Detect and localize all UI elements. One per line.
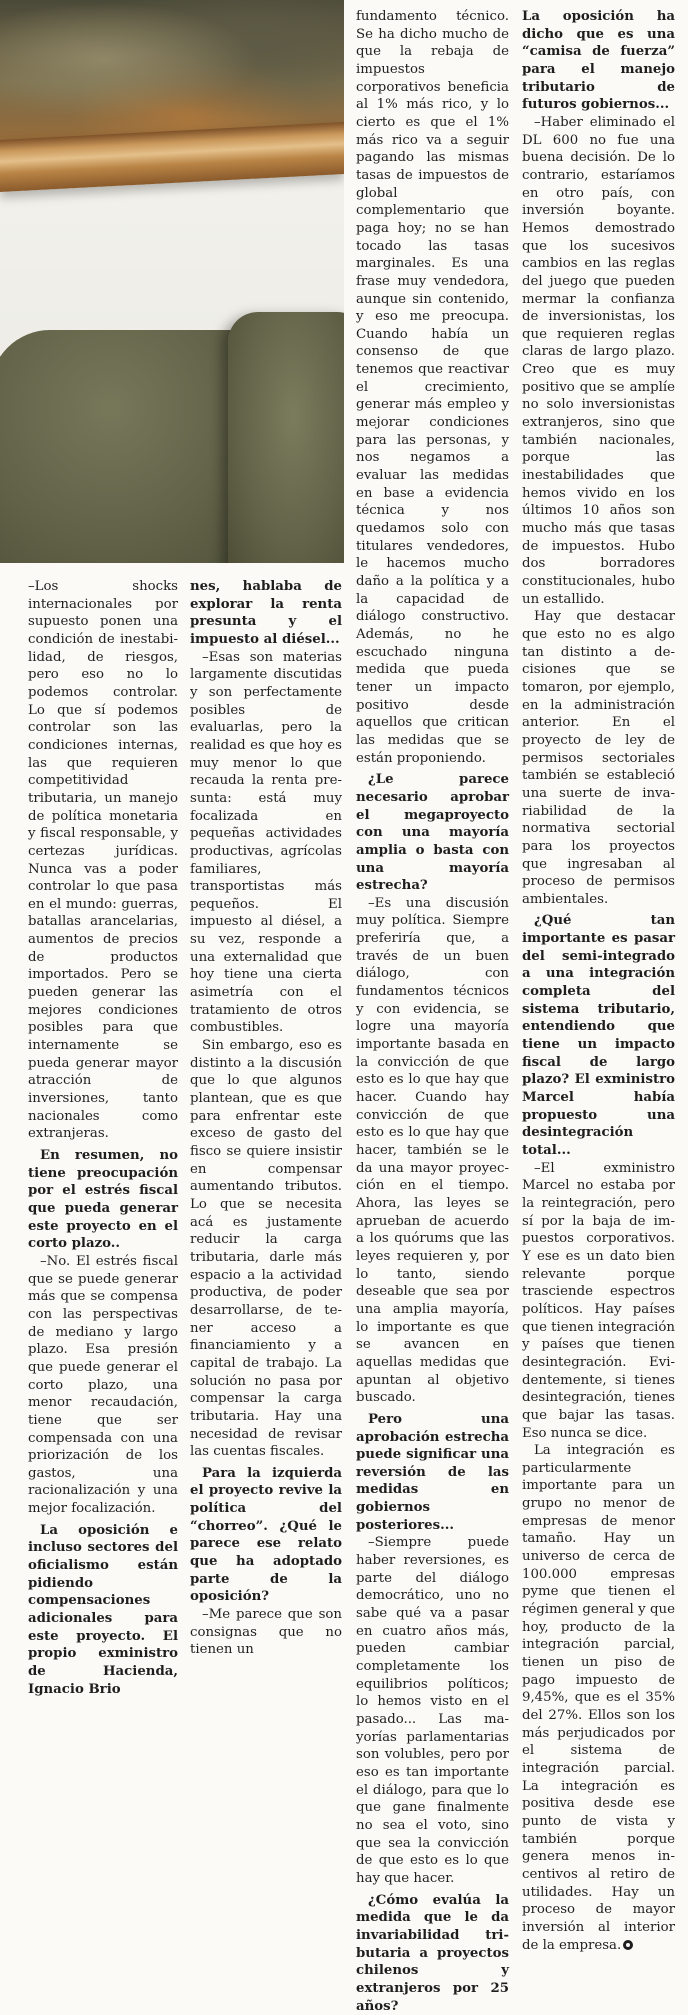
- question-paragraph: En resumen, no tiene preocupación por el estrés fiscal que pueda generar este proyecto en el corto plazo..: [28, 1148, 178, 1252]
- body-paragraph: fundamento técnico. Se ha dicho mucho de que la rebaja de impuestos corporativos beneficia al 1% más rico, y lo cierto es que el 1% más rico va a seguir pagando las mismas tasas de impuestos de global complementario que paga hoy; no se han tocado las tasas marginales. Es una frase muy vendedora, aunque sin contenido, y eso me preocupa. Cuando había un consenso de que tenemos que reactivar el crecimiento, generar más empleo y mejorar condiciones para las personas, y nos negamos a evaluar las medidas en base a evidencia técnica y nos quedamos solo con titulares vendedores, le hacemos mucho daño a la política y a la capacidad de diálogo constructivo. Además, no he escuchado ninguna medida que pueda tener un impacto positivo desde aquellos que critican las medidas que se están proponiendo.: [356, 9, 509, 766]
- answer-paragraph: –Siempre puede haber reversiones, es parte del diálogo democrático, uno no sabe qué va a pasar en cuatro años más, pueden cambiar completamente los equilibrios políticos; lo hemos visto en el pasado... Las mayorías parlamentarias son volubles, pero por eso es tan importante el diálogo, para que lo que gane finalmente no sea el voto, sino que sea la convicción de que esto es lo que hay que hacer.: [356, 1535, 509, 1886]
- body-paragraph: [522, 1442, 675, 1954]
- question-paragraph: Para la izquierda el proyecto revive la política del “chorreo”. ¿Qué le parece ese relato que ha adoptado parte de la oposición?: [190, 1465, 342, 1605]
- answer-paragraph: –Me parece que son consignas que no tienen un: [190, 1607, 342, 1658]
- question-paragraph: nes, hablaba de explorar la renta presunta y el impuesto al diésel...: [190, 579, 342, 647]
- sofa-cushion: [228, 312, 344, 563]
- answer-paragraph: –Los shocks internacionales por supuesto ponen una condición de inestabilidad, de riesgos, pero eso no lo podemos controlar. Lo que sí podemos controlar son las condiciones internas, las que requieren competitividad tributaria, un manejo de política monetaria y fiscal responsable, y certezas jurídicas. Nunca vas a poder controlar lo que pasa en el mundo: guerras, batallas arancelarias, aumentos de precios de productos importados. Pero se pueden generar las mejores condiciones posibles para que internamente se pueda generar mayor atracción de inversiones, tanto nacionales como extranjeras.: [28, 579, 178, 1142]
- column-3: [356, 8, 509, 2015]
- question-paragraph: La oposición e incluso sectores del oficialismo están pidiendo compensaciones adicionales para este proyecto. El propio exministro de Hacienda, Ignacio Brio: [28, 1522, 178, 1697]
- question-paragraph: ¿Qué tan importante es pasar del semi-integrado a una integración completa del sistema tributario, entendiendo que tiene un impacto fiscal de largo plazo? El exministro Marcel había propuesto una desintegración total...: [522, 913, 675, 1158]
- answer-paragraph: –Esas son materias largamente discutidas y son perfectamente posibles de evaluarlas, pero la realidad es que hoy es muy menor lo que recauda la renta presunta: está muy focalizada en pequeñas actividades productivas, agrícolas familiares, transportistas más pequeños. El impuesto al diésel, a su vez, responde a una externalidad que hoy tiene una cierta asimetría con el tratamiento de otros combustibles.: [190, 649, 342, 1036]
- interview-photo: [0, 0, 344, 563]
- answer-paragraph: –Es una discusión muy política. Siempre preferiría que, a través de un buen diálogo, con fundamentos técnicos y con evidencia, se logre una mayoría importante basada en la convicción de que esto es lo que hay que hacer. Cuando hay convicción de que esto es lo que hay que hacer, también se le da una mayor proyección en el tiempo. Ahora, las leyes se aprueban de acuerdo a los quórums que las leyes requieren y, por lo tanto, siendo deseable que sea por una amplia mayoría, lo importante es que se avancen en aquellas medidas que apuntan al objetivo buscado.: [356, 895, 509, 1406]
- question-paragraph: Pero una aprobación estrecha puede significar una reversión de las medidas en gobiernos posteriores...: [356, 1411, 509, 1533]
- final-paragraph-text: La integración es particularmente importante para un grupo no menor de empresas de menor tamaño. Hay un universo de cerca de 100.000 empresas pyme que tienen el régimen general y que hoy, producto de la integración parcial, tienen un piso de pago impuesto de 9,45%, que es el 35% del 27%. Ellos son los más perjudicados por el sistema de integración parcial. La integración es positiva desde ese punto de vista y también porque genera menos incentivos al retiro de utilidades. Hay un proceso de mayor inversión al interior de la empresa.: [522, 1443, 675, 1953]
- question-paragraph: ¿Le parece necesario aprobar el megaproyecto con una mayoría amplia o basta con una mayoría estrecha?: [356, 772, 509, 894]
- body-paragraph: Hay que destacar que esto no es algo tan distinto a decisiones que se tomaron, por ejemplo, en la administración anterior. En el proyecto de ley de permisos sectoriales también se estableció una suerte de invariabilidad de la normativa sectorial para los proyectos que ingresaban al proceso de permisos ambientales.: [522, 609, 675, 907]
- body-paragraph: Sin embargo, eso es distinto a la discusión que lo que algunos plantean, que es que para enfrentar este exceso de gasto del fisco se quiere insistir en compensar aumentando tributos. Lo que se necesita acá es justamente reducir la carga tributaria, darle más espacio a la actividad productiva, de poder desarrollarse, de tener acceso a financiamiento y a capital de trabajo. La solución no pasa por compensar la carga tributaria. Hay una necesidad de revisar las cuentas fiscales.: [190, 1038, 342, 1460]
- answer-paragraph: –Haber eliminado el DL 600 no fue una buena decisión. De lo contrario, estaríamos en otro país, con inversión boyante. Hemos demostrado que los sucesivos cambios en las reglas del juego que pueden mermar la confianza de inversionistas, los que requieren reglas claras de largo plazo. Creo que es muy positivo que se amplíe no solo inversionistas extranjeros, sino que también nacionales, porque las inestabilidades que hemos vivido en los últimos 10 años son mucho más que tasas de impuestos. Hubo dos borradores constitucionales, hubo un estallido.: [522, 114, 675, 607]
- column-4: [522, 8, 675, 1954]
- question-paragraph: ¿Cómo evalúa la medida que le da invariabilidad tributaria a proyectos chilenos y extranjeros por 25 años?: [356, 1892, 509, 2014]
- answer-paragraph: –El exministro Marcel no estaba por la reintegración, pero sí por la baja de impuestos corporativos. Y ese es un dato bien relevante porque trasciende espectros políticos. Hay países que tienen integración y países que tienen desintegración. Evidentemente, si tienes desintegración, tienes que bajar las tasas. Eso nunca se dice.: [522, 1160, 675, 1441]
- column-1: [28, 578, 178, 1698]
- column-2: [190, 578, 342, 1659]
- question-paragraph: La oposición ha dicho que es una “camisa de fuerza” para el manejo tributario de futuros gobiernos...: [522, 9, 675, 113]
- answer-paragraph: –No. El estrés fiscal que se puede generar más que se compensa con las perspectivas de mediano y largo plazo. Esa presión que puede generar el corto plazo, una menor recaudación, tiene que ser compensada con una priorización de los gastos, una racionalización y una mejor focalización.: [28, 1253, 178, 1517]
- end-of-article-icon: [623, 1940, 633, 1950]
